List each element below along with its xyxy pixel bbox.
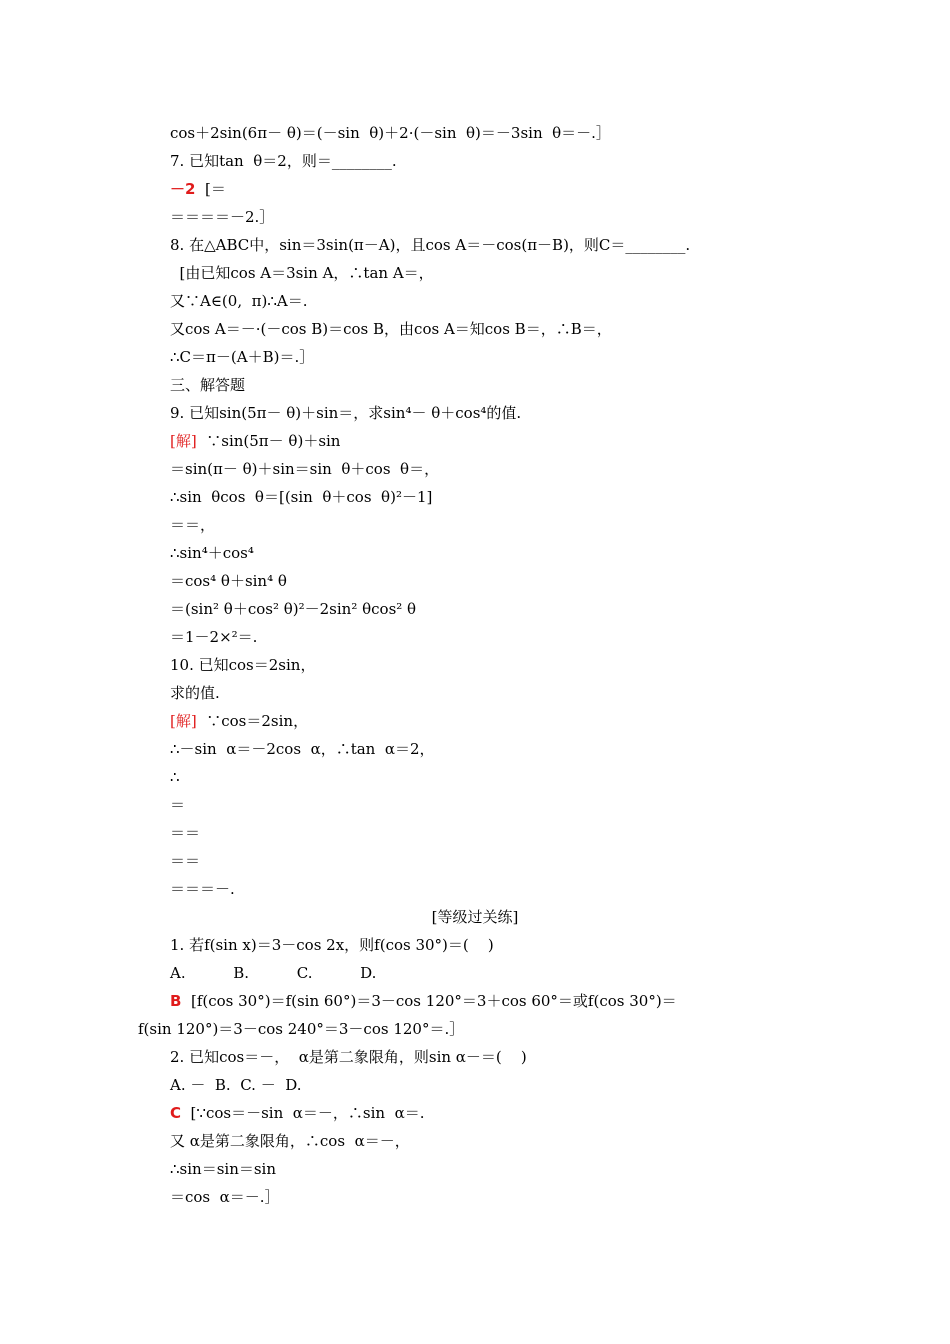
question-8: 8. 在△ABC中，sin＝3sin(π－A)，且cos A＝－cos(π－B)，则C＝________. [170,236,691,254]
text-line: ∴sin⁴＋cos⁴ [170,544,254,562]
text-line: 又∵A∈(0, π)∴A＝. [170,292,308,310]
text-line: ＝sin(π－ θ)＋sin＝sin θ＋cos θ＝， [170,460,440,478]
question-7: 7. 已知tan θ＝2，则＝________. [170,152,397,170]
answer-label: C [170,1104,182,1122]
mcq-2: 2. 已知cos＝－， α是第二象限角，则sin α－＝( ) [170,1048,527,1066]
mcq-1-options: A. B. C. D. [170,964,377,982]
mcq-1-answer [170,991,677,1011]
answer-text: [＝ [195,180,226,198]
question-10: 10. 已知cos＝2sin， [170,656,316,674]
answer-label: B [170,992,182,1010]
text-line: ＝＝ [170,824,201,842]
text-line: ∴sin θcos θ＝[(sin θ＋cos θ)²－1] [170,488,433,506]
answer-text: [f(cos 30°)＝f(sin 60°)＝3－cos 120°＝3＋cos 60°＝或f(cos 30°)＝ [181,992,677,1010]
text-line: 又 α是第二象限角，∴cos α＝－， [170,1132,410,1150]
text-line: f(sin 120°)＝3－cos 240°＝3－cos 120°＝.］ [138,1020,465,1038]
answer-text: [∵cos＝－sin α＝－，∴sin α＝. [181,1104,425,1122]
mcq-2-answer [170,1103,425,1123]
solution-tag: [解] [170,712,197,730]
section-heading: 三、解答题 [170,376,246,394]
solution-text: ∵cos＝2sin， [196,712,309,730]
text-line: ＝＝＝＝－2.］ [170,208,275,226]
text-line: ∴C＝π－(A＋B)＝.］ [170,348,315,366]
text-line: ∴ [170,768,180,786]
mcq-2-options: A. － B. C. － D. [170,1076,302,1094]
text-line: 又cos A＝－·(－cos B)＝cos B，由cos A＝知cos B＝，∴B＝， [170,320,612,338]
text-line: [由已知cos A＝3sin A，∴tan A＝， [170,264,434,282]
text-line: ＝＝ [170,852,201,870]
text-line: ＝cos α＝－.］ [170,1188,280,1206]
text-line: 求的值. [170,684,220,702]
solution-9 [170,431,340,451]
text-line: ∴－sin α＝－2cos α，∴tan α＝2， [170,740,435,758]
section-title: [等级过关练] [431,908,519,926]
text-line: ∴sin＝sin＝sin [170,1160,277,1178]
question-9: 9. 已知sin(5π－ θ)＋sin＝，求sin⁴－ θ＋cos⁴的值. [170,404,522,422]
text-line: ＝＝＝－. [170,880,235,898]
mcq-1: 1. 若f(sin x)＝3－cos 2x，则f(cos 30°)＝( ) [170,936,494,954]
solution-text: ∵sin(5π－ θ)＋sin [196,432,341,450]
text-line: ＝＝， [170,516,216,534]
text-line: ＝ [170,796,186,814]
answer-7 [170,179,226,199]
text-line: ＝cos⁴ θ＋sin⁴ θ [170,572,287,590]
text-line: ＝1－2×²＝. [170,628,258,646]
solution-tag: [解] [170,432,197,450]
text-line: cos＋2sin(6π－ θ)＝(－sin θ)＋2·(－sin θ)＝－3sin θ＝－.］ [170,124,611,142]
answer-label: －2 [170,180,196,198]
solution-10 [170,711,308,731]
text-line: ＝(sin² θ＋cos² θ)²－2sin² θcos² θ [170,600,417,618]
